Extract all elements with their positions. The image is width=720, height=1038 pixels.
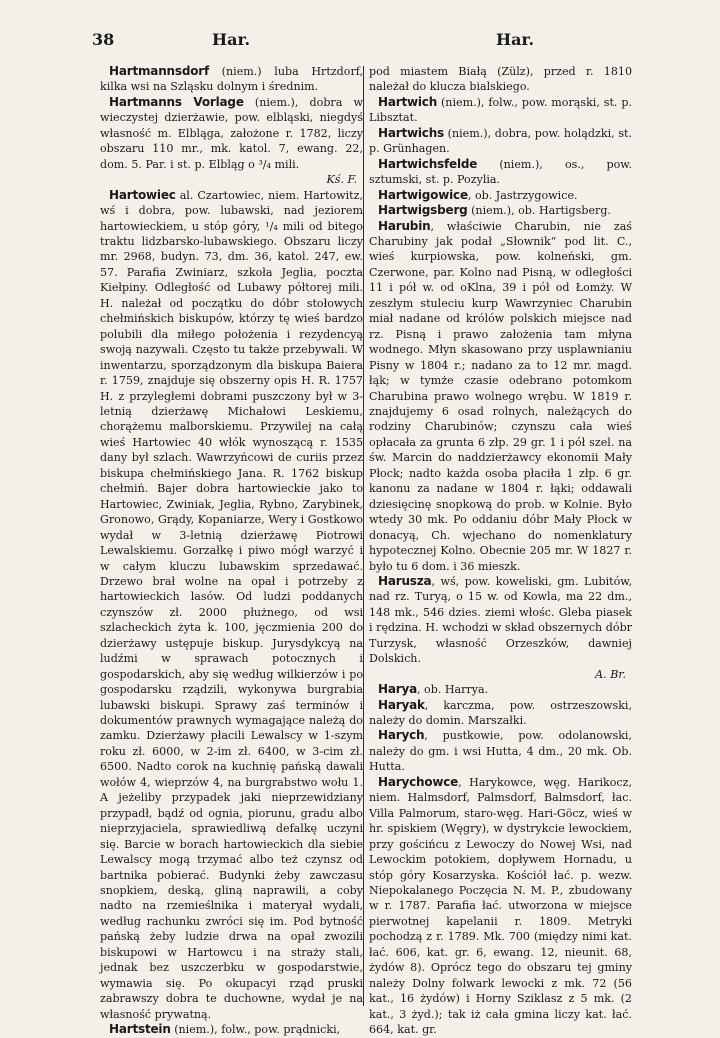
dictionary-entry	[369, 95, 632, 126]
entry-headword: Haryak	[378, 697, 425, 712]
entry-text: , karczma, pow. ostrzeszowski, należy do domin. Marszałki.	[369, 698, 632, 728]
dictionary-entry	[100, 1022, 363, 1037]
entry-text: , pustkowie, pow. odolanowski, należy do gm. i wsi Hutta, 4 dm., 20 mk. Ob. Hutta.	[369, 729, 632, 774]
column-divider	[363, 66, 364, 1006]
entry-headword: Hartwigsberg	[378, 203, 468, 218]
entry-headword: Hartstein	[109, 1022, 171, 1037]
entry-text: (niem.), folw., pow. morąski, st. p. Libsztat.	[369, 95, 632, 125]
page-number: 38	[92, 30, 115, 49]
dictionary-entry	[369, 64, 632, 95]
entry-text: pod miastem Białą (Zülz), przed r. 1810 należał do klucza bialskiego.	[369, 65, 632, 94]
entry-text: (niem.), ob. Hartigsberg.	[467, 204, 611, 218]
dictionary-entry	[369, 574, 632, 682]
right-column	[369, 64, 632, 1037]
author-signature: Kś. F.	[326, 173, 357, 187]
entry-headword: Hartwichsfelde	[378, 156, 478, 171]
entry-headword: Hartowiec	[109, 187, 176, 202]
dictionary-entry	[100, 188, 363, 1022]
entry-headword: Hartwich	[378, 94, 438, 109]
entry-headword: Harychowce	[378, 774, 459, 789]
entry-text: (niem.), dobra w wieczystej dzierżawie, pow. elbląski, niegdyś własność m. Elbląga, założone r. 1782, liczy obszaru 110 mr., mk. katol. 7, ewang. 22, dom. 5. Par. i st. p. Elbląg o ³/₄ mili.	[100, 95, 363, 171]
dictionary-entry	[100, 95, 363, 188]
author-signature: A. Br.	[595, 667, 626, 681]
dictionary-entry	[369, 682, 632, 697]
entry-text: (niem.), os., pow. sztumski, st. p. Pozylia.	[369, 157, 632, 187]
entry-headword: Harych	[378, 728, 425, 743]
entry-text: al. Czartowiec, niem. Hartowitz, wś i dobra, pow. lubawski, nad jeziorem hartowieckiem, u stóp góry, ¹/₄ mili od bitego traktu lidzbarsko-lubawskiego. Obszaru liczy mr. 2968, budyn. 73, dm. 36, katol. 247, ew. 57. Parafia Zwiniarz, szkoła Jeglia, poczta Kiełpiny. Odległość od Lubawy półtorej mili. H. należał od początku do dóbr stołowych chełmińskich biskupów, którzy tę wieś bardzo polubili dla miłego położenia i rezydencyą swoją nazywali. Często tu także przebywali. W inwentarzu, sporządzonym dla biskupa Baiera r. 1759, znajduje się obszerny opis H. R. 1757 H. z przyległemi dobrami puszczony był w 3-letnią dzierżawę Michałowi Leskiemu, chorążemu malborskiemu. Przywilej na całą wieś Hartowiec 40 włók wynoszącą r. 1535 dany był szlach. Wawrzyńcowi de curiis przez biskupa chełmińskiego Jana. R. 1762 biskup chełmiń. Bajer dobra hartowieckie jako to Hartowiec, Zwiniak, Jeglia, Rybno, Zarybinek, Gronowo, Grądy, Kopaniarze, Wery i Gostkowo wydał w 3-letnią dzierżawę Piotrowi Lewalskiemu. Gorzałkę i piwo mógł warzyć i w całym kluczu lubawskim sprzedawać. Drzewo brał wolne na opał i potrzeby z hartowieckich lasów. Od ludzi poddanych czynszów zł. 2000 płużnego, od wsi szlacheckich żyta k. 100, jęczmienia 200 do dzierżawy ustępuje biskup. Jurysdykcyą na ludźmi w sprawach potocznych i gospodarskich, aby się według wilkierzów i po gospodarsku rządzili, wykonywa burgrabia lubawski biskupi. Sprawy zaś terminów i dokumentów prawnych wymagające należą do zamku. Dzierżawy płacili Lewalscy w 1-szym roku zł. 6000, w 2-im zł. 6400, w 3-cim zł. 6500. Nadto corok na kuchnię pańską dawali wołów 4, wieprzów 4, na burgrabstwo wołu 1. A jeżeliby przypadek jaki nieprzewidziany przypadł, bądź od ognia, piorunu, gradu albo nieprzyjaciela, sprawiedliwą defalkę uczyni się. Barcie w borach hartowieckich dla siebie Lewalscy mogą trzymać albo też czynsz od bartnika pobierać. Budynki żeby zawczasu snopkiem, deską, gliną naprawili, a coby nadto na rzemieślnika i materyał wydali, według rachunku zwróci się im. Pod bytność pańską żeby ludzie drwa na opał zwozili biskupowi w Hartowcu i na straży stali, jednak bez uszczerbku w gospodarstwie, wymawia się. Po okupacyi rząd pruski zabrawszy dobra te duchowne, wydał je na własność prywatną.	[100, 188, 363, 1021]
left-column	[100, 64, 363, 1037]
entry-text: (niem.), dobra, pow. holądzki, st. p. Grünhagen.	[369, 126, 632, 156]
dictionary-entry	[369, 219, 632, 574]
entry-headword: Harya	[378, 682, 417, 697]
running-headword-right: Har.	[496, 30, 535, 49]
dictionary-entry	[369, 728, 632, 774]
dictionary-entry	[369, 203, 632, 218]
entry-headword: Harubin	[378, 218, 431, 233]
entry-headword: Hartwichs	[378, 125, 444, 140]
dictionary-entry	[100, 64, 363, 95]
running-headword-left: Har.	[212, 30, 251, 49]
entry-headword: Hartwigowice	[378, 187, 468, 202]
dictionary-entry	[369, 698, 632, 729]
dictionary-entry	[369, 188, 632, 203]
page-header	[0, 30, 720, 54]
entry-text: , ob. Harrya.	[416, 683, 489, 697]
entry-headword: Hartmannsdorf	[109, 64, 209, 78]
entry-headword: Harusza	[378, 573, 432, 588]
dictionary-entry	[369, 157, 632, 188]
entry-headword: Hartmanns Vorlage	[109, 94, 244, 109]
dictionary-entry	[369, 126, 632, 157]
entry-text: , wś, pow. koweliski, gm. Lubitów, nad rz. Turyą, o 15 w. od Kowla, ma 22 dm., 148 mk., 546 dzies. ziemi włośc. Gleba piasek i rędzina. H. wchodzi w skład obszernych dóbr Turzysk, własność Orzeszków, dawniej Dolskich.	[369, 574, 632, 666]
entry-text: , ob. Jastrzygowice.	[467, 188, 578, 202]
entry-text: , Harykowce, węg. Harikocz, niem. Halmsdorf, Palmsdorf, Balmsdorf, łac. Villa Palmorum, staro-węg. Hari-Göcz, wieś w hr. spiskiem (Węgry), w dystrykcie lewockiem, przy gościńcu z Lewoczy do Nowej Wsi, nad Lewockim potokiem, dopływem Hornadu, u stóp góry Kosarzyska. Kościół łać. p. wezw. Niepokalanego Poczęcia N. M. P., zbudowany w r. 1787. Parafia łać. utworzona w miejsce pierwotnej kapelanii r. 1809. Metryki pochodzą z r. 1789. Mk. 700 (między nimi kat. łać. 606, kat. gr. 6, ewang. 12, nieunit. 68, żydów 8). Oprócz tego do obszaru tej gminy należy Dolny folwark lewocki z mk. 72 (56 kat., 16 żydów) i Horny Sziklasz z 5 mk. (2 kat., 3 żyd.); tak iż cała gmina liczy kat. łać. 664, kat. gr.	[369, 775, 632, 1037]
entry-text: (niem.), folw., pow. prądnicki,	[170, 1023, 341, 1037]
dictionary-entry	[369, 775, 632, 1038]
entry-text: , właściwie Charubin, nie zaś Charubiny jak podał „Słownik“ pod lit. C., wieś kurpiowska, pow. kolneński, gm. Czerwone, par. Kolno nad Pisną, w odległości 11 i pół w. od oKlna, 39 i pół od Łomży. W zeszłym stuleciu kurp Wawrzyniec Charubin miał nadane od królów polskich miejsce nad rz. Pisną i prawo założenia tam młyna wodnego. Młyn skasowano przy usplawnianiu Pisny w 1804 r.; nadano za to 12 mr. magd. łąk; w tymże czasie odebrano potomkom Charubina prawo wolnego wrębu. W 1819 r. znajdujemy 6 osad rolnych, należących do rodziny Charubinów; czynszu cała wieś opłacała za grunta 6 złp. 29 gr. 1 i pół szel. na św. Marcin do naddzierżawcy ekonomii Mały Płock; nadto każda osoba płaciła 1 złp. 6 gr. kanonu za nadane w 1804 r. łąki; oddawali dziesięcinę snopkową do prob. w Kolnie. Było wtedy 30 mk. Po oddaniu dóbr Mały Płock w donacyą, Ch. wjechano do nomenklatury hypotecznej Kolno. Obecnie 205 mr. W 1827 r. było tu 6 dom. i 36 mieszk.	[369, 219, 632, 573]
entry-text: (niem.) luba Hrtzdorf, kilka wsi na Szląsku dolnym i średnim.	[100, 65, 363, 94]
